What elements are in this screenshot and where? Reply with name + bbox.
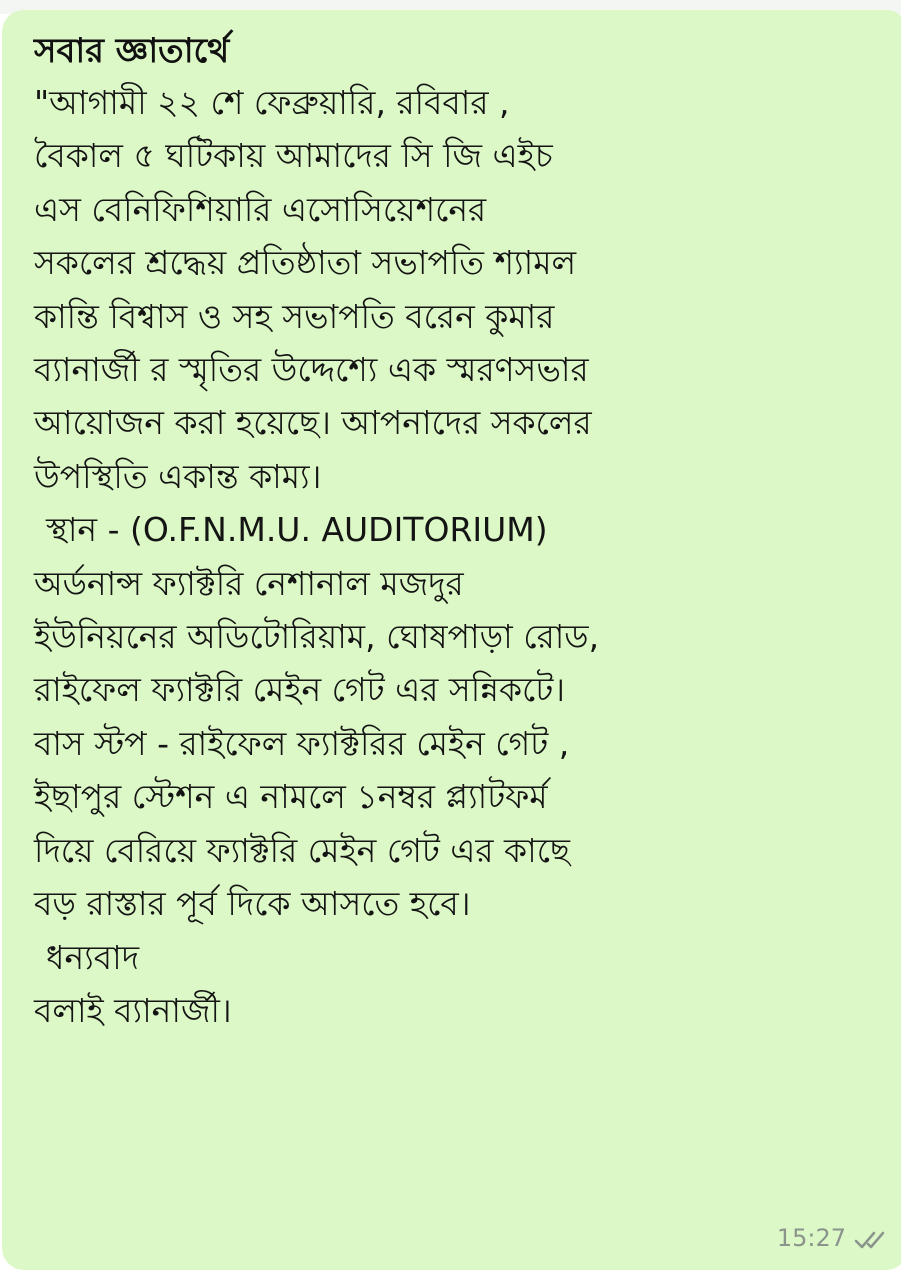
message-line: ইউনিয়নের অডিটোরিয়াম, ঘোষপাড়া রোড, — [34, 617, 600, 657]
double-check-icon — [854, 1230, 894, 1250]
message-line: কান্তি বিশ্বাস ও সহ সভাপতি বরেন কুমার — [34, 296, 555, 336]
message-line: উপস্থিতি একান্ত কাম্য। — [34, 456, 322, 496]
venue-line: স্থান - (O.F.N.M.U. AUDITORIUM) — [46, 510, 548, 550]
message-meta — [777, 1226, 894, 1250]
signature-line: বলাই ব্যানার্জী। — [34, 990, 232, 1030]
message-line: দিয়ে বেরিয়ে ফ্যাক্টরি মেইন গেট এর কাছে — [34, 830, 570, 870]
message-line: সকলের শ্রদ্ধেয় প্রতিষ্ঠাতা সভাপতি শ্যামল — [34, 243, 577, 283]
message-line: ব্যানার্জী র স্মৃতির উদ্দেশ্যে এক স্মরণসভার — [34, 350, 589, 390]
message-line: রাইফেল ফ্যাক্টরি মেইন গেট এর সন্নিকটে। — [34, 670, 566, 710]
message-line: ইছাপুর স্টেশন এ নামলে ১নম্বর প্ল্যাটফর্ম — [34, 777, 548, 817]
bus-stop-line: বাস স্টপ - রাইফেল ফ্যাক্টরির মেইন গেট , — [34, 723, 570, 763]
message-line: বড় রাস্তার পূর্ব দিকে আসতে হবে। — [34, 884, 471, 924]
message-title: সবার জ্ঞাতার্থে — [34, 31, 230, 71]
message-line: অর্ডনান্স ফ্যাক্টরি নেশানাল মজদুর — [34, 563, 464, 603]
message-bubble[interactable] — [2, 10, 901, 1270]
message-time: 15:27 — [776, 1224, 846, 1252]
message-line: "আগামী ২২ শে ফেব্রুয়ারি, রবিবার , — [34, 83, 510, 122]
message-line: আয়োজন করা হয়েছে। আপনাদের সকলের — [34, 403, 592, 443]
message-line: এস বেনিফিশিয়ারি এসোসিয়েশনের — [34, 189, 487, 229]
thanks-line: ধন্যবাদ — [46, 937, 140, 977]
message-line: বৈকাল ৫ ঘটিকায় আমাদের সি জি এইচ — [34, 136, 553, 176]
